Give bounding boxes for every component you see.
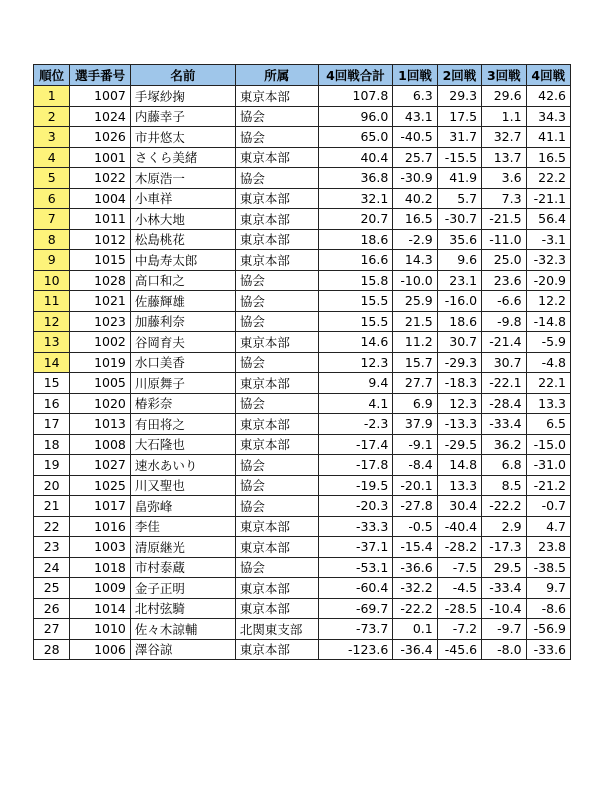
cell-rank: 26 — [34, 598, 70, 619]
cell-name: 北村弦騎 — [130, 598, 235, 619]
cell-total: 40.4 — [318, 147, 393, 168]
cell-total: 15.5 — [318, 291, 393, 312]
cell-round-2: -29.3 — [437, 352, 481, 373]
cell-round-3: -22.2 — [482, 496, 526, 517]
cell-round-4: -38.5 — [526, 557, 570, 578]
header-round-4: 4回戦 — [526, 65, 570, 86]
cell-total: -17.4 — [318, 434, 393, 455]
cell-rank: 8 — [34, 229, 70, 250]
cell-round-4: 9.7 — [526, 578, 570, 599]
table-row — [34, 496, 571, 517]
cell-round-1: 25.9 — [393, 291, 437, 312]
cell-name: 市井悠太 — [130, 127, 235, 148]
cell-round-1: 14.3 — [393, 250, 437, 271]
cell-round-1: -10.0 — [393, 270, 437, 291]
cell-affiliation: 東京本部 — [235, 414, 318, 435]
cell-total: 9.4 — [318, 373, 393, 394]
header-round-3: 3回戦 — [482, 65, 526, 86]
cell-round-4: 16.5 — [526, 147, 570, 168]
cell-name: 谷岡育夫 — [130, 332, 235, 353]
cell-name: 水口美香 — [130, 352, 235, 373]
cell-round-3: -9.8 — [482, 311, 526, 332]
cell-round-1: 25.7 — [393, 147, 437, 168]
cell-rank: 22 — [34, 516, 70, 537]
cell-rank: 25 — [34, 578, 70, 599]
cell-player-id: 1001 — [70, 147, 131, 168]
cell-round-1: 0.1 — [393, 619, 437, 640]
cell-round-1: -15.4 — [393, 537, 437, 558]
table-header — [34, 65, 571, 86]
cell-rank: 23 — [34, 537, 70, 558]
cell-round-4: 13.3 — [526, 393, 570, 414]
cell-round-3: 6.8 — [482, 455, 526, 476]
cell-round-4: 34.3 — [526, 106, 570, 127]
cell-affiliation: 東京本部 — [235, 229, 318, 250]
cell-affiliation: 協会 — [235, 352, 318, 373]
cell-total: 32.1 — [318, 188, 393, 209]
cell-total: -53.1 — [318, 557, 393, 578]
cell-rank: 19 — [34, 455, 70, 476]
cell-total: -33.3 — [318, 516, 393, 537]
header-total: 4回戦合計 — [318, 65, 393, 86]
cell-round-4: -21.2 — [526, 475, 570, 496]
cell-round-2: 31.7 — [437, 127, 481, 148]
header-round-2: 2回戦 — [437, 65, 481, 86]
cell-rank: 1 — [34, 86, 70, 107]
cell-affiliation: 協会 — [235, 311, 318, 332]
cell-round-2: 13.3 — [437, 475, 481, 496]
cell-round-2: 14.8 — [437, 455, 481, 476]
cell-player-id: 1014 — [70, 598, 131, 619]
cell-round-1: -9.1 — [393, 434, 437, 455]
cell-round-4: -8.6 — [526, 598, 570, 619]
cell-rank: 18 — [34, 434, 70, 455]
cell-round-2: -28.2 — [437, 537, 481, 558]
cell-round-4: -56.9 — [526, 619, 570, 640]
cell-name: 大石隆也 — [130, 434, 235, 455]
cell-round-4: 42.6 — [526, 86, 570, 107]
cell-player-id: 1006 — [70, 639, 131, 660]
table-row — [34, 270, 571, 291]
cell-name: 速水あいり — [130, 455, 235, 476]
table-row — [34, 434, 571, 455]
cell-name: さくら美緒 — [130, 147, 235, 168]
cell-round-1: 27.7 — [393, 373, 437, 394]
cell-name: 清原継光 — [130, 537, 235, 558]
cell-round-2: 29.3 — [437, 86, 481, 107]
cell-affiliation: 協会 — [235, 557, 318, 578]
cell-total: 14.6 — [318, 332, 393, 353]
table-row — [34, 168, 571, 189]
cell-affiliation: 協会 — [235, 291, 318, 312]
cell-total: -20.3 — [318, 496, 393, 517]
cell-name: 畠弥峰 — [130, 496, 235, 517]
table-row — [34, 209, 571, 230]
cell-rank: 3 — [34, 127, 70, 148]
cell-name: 小林大地 — [130, 209, 235, 230]
cell-round-2: -28.5 — [437, 598, 481, 619]
cell-player-id: 1009 — [70, 578, 131, 599]
cell-rank: 12 — [34, 311, 70, 332]
cell-round-2: 5.7 — [437, 188, 481, 209]
table-row — [34, 537, 571, 558]
cell-round-1: 16.5 — [393, 209, 437, 230]
cell-round-3: 25.0 — [482, 250, 526, 271]
cell-total: -69.7 — [318, 598, 393, 619]
cell-total: 107.8 — [318, 86, 393, 107]
table-row — [34, 147, 571, 168]
cell-name: 小車祥 — [130, 188, 235, 209]
cell-affiliation: 東京本部 — [235, 86, 318, 107]
cell-round-3: 30.7 — [482, 352, 526, 373]
cell-round-1: -22.2 — [393, 598, 437, 619]
cell-affiliation: 協会 — [235, 270, 318, 291]
cell-round-1: -40.5 — [393, 127, 437, 148]
cell-round-3: 32.7 — [482, 127, 526, 148]
cell-name: 手塚紗掬 — [130, 86, 235, 107]
cell-rank: 4 — [34, 147, 70, 168]
table-row — [34, 619, 571, 640]
cell-name: 加藤利奈 — [130, 311, 235, 332]
cell-round-1: -27.8 — [393, 496, 437, 517]
cell-player-id: 1023 — [70, 311, 131, 332]
header-round-1: 1回戦 — [393, 65, 437, 86]
cell-player-id: 1004 — [70, 188, 131, 209]
cell-round-2: -7.2 — [437, 619, 481, 640]
cell-name: 川原舞子 — [130, 373, 235, 394]
cell-rank: 28 — [34, 639, 70, 660]
cell-total: 16.6 — [318, 250, 393, 271]
cell-round-2: -16.0 — [437, 291, 481, 312]
cell-round-3: 29.5 — [482, 557, 526, 578]
cell-round-4: -33.6 — [526, 639, 570, 660]
table-row — [34, 352, 571, 373]
cell-player-id: 1013 — [70, 414, 131, 435]
cell-affiliation: 協会 — [235, 496, 318, 517]
cell-total: -60.4 — [318, 578, 393, 599]
cell-round-3: -6.6 — [482, 291, 526, 312]
cell-round-1: -36.6 — [393, 557, 437, 578]
cell-round-4: 12.2 — [526, 291, 570, 312]
header-rank: 順位 — [34, 65, 70, 86]
cell-total: -123.6 — [318, 639, 393, 660]
table-body — [34, 86, 571, 660]
cell-round-3: 1.1 — [482, 106, 526, 127]
cell-round-3: -33.4 — [482, 578, 526, 599]
cell-round-3: -22.1 — [482, 373, 526, 394]
cell-round-2: -29.5 — [437, 434, 481, 455]
cell-round-1: 21.5 — [393, 311, 437, 332]
table-row — [34, 311, 571, 332]
cell-player-id: 1002 — [70, 332, 131, 353]
cell-name: 有田将之 — [130, 414, 235, 435]
cell-round-1: 6.9 — [393, 393, 437, 414]
cell-total: 96.0 — [318, 106, 393, 127]
cell-player-id: 1010 — [70, 619, 131, 640]
header-player-id: 選手番号 — [70, 65, 131, 86]
cell-affiliation: 東京本部 — [235, 147, 318, 168]
cell-round-4: 23.8 — [526, 537, 570, 558]
cell-round-4: 6.5 — [526, 414, 570, 435]
cell-affiliation: 東京本部 — [235, 373, 318, 394]
cell-affiliation: 東京本部 — [235, 639, 318, 660]
cell-round-2: -30.7 — [437, 209, 481, 230]
cell-round-4: -5.9 — [526, 332, 570, 353]
cell-round-3: 2.9 — [482, 516, 526, 537]
cell-round-3: 8.5 — [482, 475, 526, 496]
table-row — [34, 414, 571, 435]
cell-rank: 11 — [34, 291, 70, 312]
table-row — [34, 516, 571, 537]
cell-round-2: -7.5 — [437, 557, 481, 578]
header-affiliation: 所属 — [235, 65, 318, 86]
table-row — [34, 455, 571, 476]
cell-round-1: -30.9 — [393, 168, 437, 189]
cell-player-id: 1016 — [70, 516, 131, 537]
cell-rank: 6 — [34, 188, 70, 209]
cell-name: 金子正明 — [130, 578, 235, 599]
cell-round-1: 11.2 — [393, 332, 437, 353]
cell-rank: 16 — [34, 393, 70, 414]
cell-affiliation: 東京本部 — [235, 250, 318, 271]
cell-rank: 7 — [34, 209, 70, 230]
cell-round-2: 41.9 — [437, 168, 481, 189]
cell-name: 佐藤輝雄 — [130, 291, 235, 312]
cell-name: 市村泰蔵 — [130, 557, 235, 578]
cell-affiliation: 東京本部 — [235, 209, 318, 230]
cell-round-2: 17.5 — [437, 106, 481, 127]
table-row — [34, 475, 571, 496]
table-row — [34, 393, 571, 414]
cell-rank: 9 — [34, 250, 70, 271]
table-row — [34, 86, 571, 107]
cell-round-3: -28.4 — [482, 393, 526, 414]
cell-player-id: 1008 — [70, 434, 131, 455]
table-row — [34, 250, 571, 271]
cell-affiliation: 協会 — [235, 127, 318, 148]
cell-round-2: 35.6 — [437, 229, 481, 250]
cell-round-1: 37.9 — [393, 414, 437, 435]
table-row — [34, 127, 571, 148]
cell-round-1: -20.1 — [393, 475, 437, 496]
cell-round-1: -2.9 — [393, 229, 437, 250]
cell-round-3: -17.3 — [482, 537, 526, 558]
cell-round-3: 29.6 — [482, 86, 526, 107]
cell-round-4: 56.4 — [526, 209, 570, 230]
cell-round-4: 22.1 — [526, 373, 570, 394]
cell-round-3: -33.4 — [482, 414, 526, 435]
cell-name: 椿彩奈 — [130, 393, 235, 414]
cell-affiliation: 東京本部 — [235, 332, 318, 353]
cell-round-3: -10.4 — [482, 598, 526, 619]
table-row — [34, 332, 571, 353]
cell-round-3: -9.7 — [482, 619, 526, 640]
cell-affiliation: 協会 — [235, 393, 318, 414]
cell-round-2: -4.5 — [437, 578, 481, 599]
cell-round-1: -36.4 — [393, 639, 437, 660]
cell-round-1: -8.4 — [393, 455, 437, 476]
cell-name: 高口和之 — [130, 270, 235, 291]
cell-round-4: 4.7 — [526, 516, 570, 537]
cell-total: 20.7 — [318, 209, 393, 230]
cell-round-4: -15.0 — [526, 434, 570, 455]
cell-round-1: 15.7 — [393, 352, 437, 373]
cell-player-id: 1027 — [70, 455, 131, 476]
cell-round-3: 13.7 — [482, 147, 526, 168]
cell-name: 佐々木諒輔 — [130, 619, 235, 640]
cell-name: 澤谷諒 — [130, 639, 235, 660]
cell-total: -37.1 — [318, 537, 393, 558]
cell-affiliation: 東京本部 — [235, 598, 318, 619]
cell-round-3: 3.6 — [482, 168, 526, 189]
cell-round-1: 43.1 — [393, 106, 437, 127]
cell-round-1: -32.2 — [393, 578, 437, 599]
cell-rank: 15 — [34, 373, 70, 394]
table-row — [34, 106, 571, 127]
cell-total: 65.0 — [318, 127, 393, 148]
cell-player-id: 1007 — [70, 86, 131, 107]
table-row — [34, 598, 571, 619]
cell-name: 内藤幸子 — [130, 106, 235, 127]
cell-round-3: 36.2 — [482, 434, 526, 455]
cell-round-1: 6.3 — [393, 86, 437, 107]
cell-affiliation: 東京本部 — [235, 434, 318, 455]
cell-total: -2.3 — [318, 414, 393, 435]
cell-total: 4.1 — [318, 393, 393, 414]
cell-round-4: -4.8 — [526, 352, 570, 373]
cell-total: 36.8 — [318, 168, 393, 189]
cell-round-4: -21.1 — [526, 188, 570, 209]
cell-name: 松島桃花 — [130, 229, 235, 250]
cell-round-2: -45.6 — [437, 639, 481, 660]
cell-round-2: -40.4 — [437, 516, 481, 537]
cell-round-2: 9.6 — [437, 250, 481, 271]
cell-rank: 2 — [34, 106, 70, 127]
cell-player-id: 1017 — [70, 496, 131, 517]
cell-rank: 5 — [34, 168, 70, 189]
table-row — [34, 578, 571, 599]
cell-round-2: 23.1 — [437, 270, 481, 291]
cell-round-3: 23.6 — [482, 270, 526, 291]
cell-round-4: 41.1 — [526, 127, 570, 148]
table-row — [34, 557, 571, 578]
cell-rank: 21 — [34, 496, 70, 517]
cell-rank: 27 — [34, 619, 70, 640]
cell-player-id: 1019 — [70, 352, 131, 373]
cell-round-3: 7.3 — [482, 188, 526, 209]
cell-round-2: 30.4 — [437, 496, 481, 517]
cell-affiliation: 東京本部 — [235, 188, 318, 209]
cell-player-id: 1020 — [70, 393, 131, 414]
cell-name: 李佳 — [130, 516, 235, 537]
cell-player-id: 1028 — [70, 270, 131, 291]
cell-affiliation: 協会 — [235, 455, 318, 476]
cell-round-4: -3.1 — [526, 229, 570, 250]
cell-rank: 20 — [34, 475, 70, 496]
standings-table — [33, 64, 571, 660]
cell-round-3: -21.5 — [482, 209, 526, 230]
cell-player-id: 1003 — [70, 537, 131, 558]
table-row — [34, 229, 571, 250]
cell-player-id: 1024 — [70, 106, 131, 127]
cell-round-2: 30.7 — [437, 332, 481, 353]
cell-round-4: -31.0 — [526, 455, 570, 476]
cell-round-1: 40.2 — [393, 188, 437, 209]
header-row — [34, 65, 571, 86]
cell-rank: 24 — [34, 557, 70, 578]
cell-total: 18.6 — [318, 229, 393, 250]
cell-round-3: -8.0 — [482, 639, 526, 660]
cell-round-2: -15.5 — [437, 147, 481, 168]
cell-round-4: -14.8 — [526, 311, 570, 332]
table-row — [34, 188, 571, 209]
cell-player-id: 1018 — [70, 557, 131, 578]
header-name: 名前 — [130, 65, 235, 86]
cell-total: 15.8 — [318, 270, 393, 291]
cell-round-2: -18.3 — [437, 373, 481, 394]
cell-rank: 10 — [34, 270, 70, 291]
cell-player-id: 1012 — [70, 229, 131, 250]
cell-affiliation: 北関東支部 — [235, 619, 318, 640]
cell-round-2: 12.3 — [437, 393, 481, 414]
cell-round-4: -0.7 — [526, 496, 570, 517]
cell-total: 12.3 — [318, 352, 393, 373]
cell-round-3: -21.4 — [482, 332, 526, 353]
cell-round-2: -13.3 — [437, 414, 481, 435]
cell-affiliation: 協会 — [235, 168, 318, 189]
table-row — [34, 291, 571, 312]
cell-round-4: 22.2 — [526, 168, 570, 189]
cell-round-4: -32.3 — [526, 250, 570, 271]
cell-name: 中島寿太郎 — [130, 250, 235, 271]
cell-name: 川又聖也 — [130, 475, 235, 496]
cell-round-1: -0.5 — [393, 516, 437, 537]
cell-total: -17.8 — [318, 455, 393, 476]
cell-name: 木原浩一 — [130, 168, 235, 189]
cell-total: -19.5 — [318, 475, 393, 496]
cell-player-id: 1026 — [70, 127, 131, 148]
cell-round-4: -20.9 — [526, 270, 570, 291]
cell-affiliation: 東京本部 — [235, 537, 318, 558]
table-row — [34, 373, 571, 394]
table-row — [34, 639, 571, 660]
cell-total: -73.7 — [318, 619, 393, 640]
cell-player-id: 1005 — [70, 373, 131, 394]
cell-rank: 17 — [34, 414, 70, 435]
cell-rank: 14 — [34, 352, 70, 373]
cell-affiliation: 協会 — [235, 475, 318, 496]
cell-player-id: 1011 — [70, 209, 131, 230]
cell-player-id: 1022 — [70, 168, 131, 189]
cell-affiliation: 協会 — [235, 106, 318, 127]
cell-player-id: 1021 — [70, 291, 131, 312]
cell-player-id: 1025 — [70, 475, 131, 496]
cell-round-2: 18.6 — [437, 311, 481, 332]
cell-affiliation: 東京本部 — [235, 578, 318, 599]
cell-rank: 13 — [34, 332, 70, 353]
cell-affiliation: 東京本部 — [235, 516, 318, 537]
cell-round-3: -11.0 — [482, 229, 526, 250]
cell-player-id: 1015 — [70, 250, 131, 271]
cell-total: 15.5 — [318, 311, 393, 332]
